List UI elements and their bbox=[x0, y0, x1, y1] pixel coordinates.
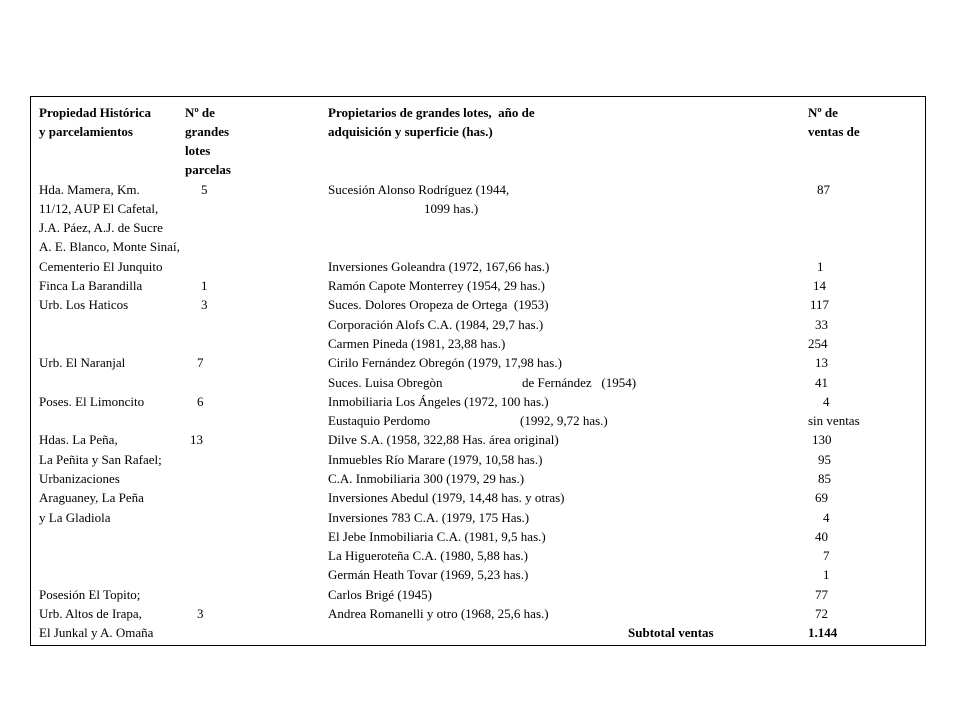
row-11-sales: 4 bbox=[823, 394, 830, 409]
row-6-lots: 3 bbox=[201, 297, 208, 312]
row-3-property: A. E. Blanco, Monte Sinaí, bbox=[39, 239, 180, 254]
row-21-property: Posesión El Topito; bbox=[39, 587, 141, 602]
row-0-lots: 5 bbox=[201, 182, 208, 197]
header-col2-line1: Nº de bbox=[185, 105, 215, 120]
row-20-owner: Germán Heath Tovar (1969, 5,23 has.) bbox=[328, 567, 529, 582]
header-col1-line2: y parcelamientos bbox=[39, 124, 133, 139]
row-15-property: Urbanizaciones bbox=[39, 471, 120, 486]
row-11-lots: 6 bbox=[197, 394, 204, 409]
row-15-owner: C.A. Inmobiliaria 300 (1979, 29 has.) bbox=[328, 471, 525, 486]
row-9-property: Urb. El Naranjal bbox=[39, 355, 126, 370]
row-6-property: Urb. Los Haticos bbox=[39, 297, 129, 312]
row-0-property: Hda. Mamera, Km. bbox=[39, 182, 140, 197]
row-5-owner: Ramón Capote Monterrey (1954, 29 has.) bbox=[328, 278, 545, 293]
header-col4-line1: Nº de bbox=[808, 105, 838, 120]
row-22-property: Urb. Altos de Irapa, bbox=[39, 606, 142, 621]
row-9-lots: 7 bbox=[197, 355, 204, 370]
row-10-sales: 41 bbox=[815, 375, 828, 390]
row-19-sales: 7 bbox=[823, 548, 830, 563]
row-16-property: Araguaney, La Peña bbox=[39, 490, 144, 505]
row-11-owner: Inmobiliaria Los Ángeles (1972, 100 has.) bbox=[328, 394, 549, 409]
row-9-owner: Cirilo Fernández Obregón (1979, 17,98 has.) bbox=[328, 355, 562, 370]
row-7-owner: Corporación Alofs C.A. (1984, 29,7 has.) bbox=[328, 317, 544, 332]
row-9-sales: 13 bbox=[815, 355, 828, 370]
header-col2-line2: grandes bbox=[185, 124, 230, 139]
row-0-owner: Sucesión Alonso Rodríguez (1944, bbox=[328, 182, 510, 197]
row-16-sales: 69 bbox=[815, 490, 828, 505]
row-14-property: La Peñita y San Rafael; bbox=[39, 452, 162, 467]
row-21-owner: Carlos Brigé (1945) bbox=[328, 587, 432, 602]
row-18-owner: El Jebe Inmobiliaria C.A. (1981, 9,5 has.) bbox=[328, 529, 546, 544]
row-5-lots: 1 bbox=[201, 278, 208, 293]
header-col3-line1: Propietarios de grandes lotes, año de bbox=[328, 105, 535, 120]
row-5-sales: 14 bbox=[813, 278, 826, 293]
row-8-sales: 254 bbox=[808, 336, 828, 351]
subtotal-value: 1.144 bbox=[808, 625, 838, 640]
row-21-sales: 77 bbox=[815, 587, 828, 602]
row-0-sales: 87 bbox=[817, 182, 830, 197]
row-10-owner: Suces. Luisa Obregòn bbox=[328, 375, 443, 390]
row-5-property: Finca La Barandilla bbox=[39, 278, 143, 293]
row-14-sales: 95 bbox=[818, 452, 831, 467]
row-23-property: El Junkal y A. Omaña bbox=[39, 625, 154, 640]
row-7-sales: 33 bbox=[815, 317, 828, 332]
row-22-lots: 3 bbox=[197, 606, 204, 621]
header-col2-line3: lotes bbox=[185, 143, 211, 158]
row-12-owner-cont: (1992, 9,72 has.) bbox=[520, 413, 608, 428]
row-17-sales: 4 bbox=[823, 510, 830, 525]
header-col3-line2: adquisición y superficie (has.) bbox=[328, 124, 493, 139]
row-17-property: y La Gladiola bbox=[39, 510, 111, 525]
row-11-property: Poses. El Limoncito bbox=[39, 394, 145, 409]
row-13-owner: Dilve S.A. (1958, 322,88 Has. área original) bbox=[328, 432, 559, 447]
row-1-property: 11/12, AUP El Cafetal, bbox=[39, 201, 159, 216]
row-18-sales: 40 bbox=[815, 529, 828, 544]
row-4-property: Cementerio El Junquito bbox=[39, 259, 163, 274]
header-col2-line4: parcelas bbox=[185, 162, 231, 177]
row-13-property: Hdas. La Peña, bbox=[39, 432, 118, 447]
row-20-sales: 1 bbox=[823, 567, 830, 582]
row-10-owner-cont: de Fernández (1954) bbox=[522, 375, 637, 390]
row-8-owner: Carmen Pineda (1981, 23,88 has.) bbox=[328, 336, 506, 351]
row-13-lots: 13 bbox=[190, 432, 203, 447]
row-4-owner: Inversiones Goleandra (1972, 167,66 has.) bbox=[328, 259, 550, 274]
header-col1-line1: Propiedad Histórica bbox=[39, 105, 152, 120]
row-12-owner: Eustaquio Perdomo bbox=[328, 413, 431, 428]
row-6-owner: Suces. Dolores Oropeza de Ortega (1953) bbox=[328, 297, 549, 312]
row-15-sales: 85 bbox=[818, 471, 831, 486]
row-16-owner: Inversiones Abedul (1979, 14,48 has. y otras) bbox=[328, 490, 565, 505]
row-17-owner: Inversiones 783 C.A. (1979, 175 Has.) bbox=[328, 510, 530, 525]
row-22-owner: Andrea Romanelli y otro (1968, 25,6 has.) bbox=[328, 606, 549, 621]
row-4-sales: 1 bbox=[817, 259, 824, 274]
row-12-sales: sin ventas bbox=[808, 413, 860, 428]
row-1-owner: 1099 has.) bbox=[424, 201, 479, 216]
row-22-sales: 72 bbox=[815, 606, 828, 621]
subtotal-label: Subtotal ventas bbox=[628, 625, 714, 640]
row-6-sales: 117 bbox=[810, 297, 830, 312]
row-13-sales: 130 bbox=[812, 432, 832, 447]
row-14-owner: Inmuebles Río Marare (1979, 10,58 has.) bbox=[328, 452, 543, 467]
row-19-owner: La Higueroteña C.A. (1980, 5,88 has.) bbox=[328, 548, 529, 563]
header-col4-line2: ventas de bbox=[808, 124, 860, 139]
row-2-property: J.A. Páez, A.J. de Sucre bbox=[39, 220, 163, 235]
